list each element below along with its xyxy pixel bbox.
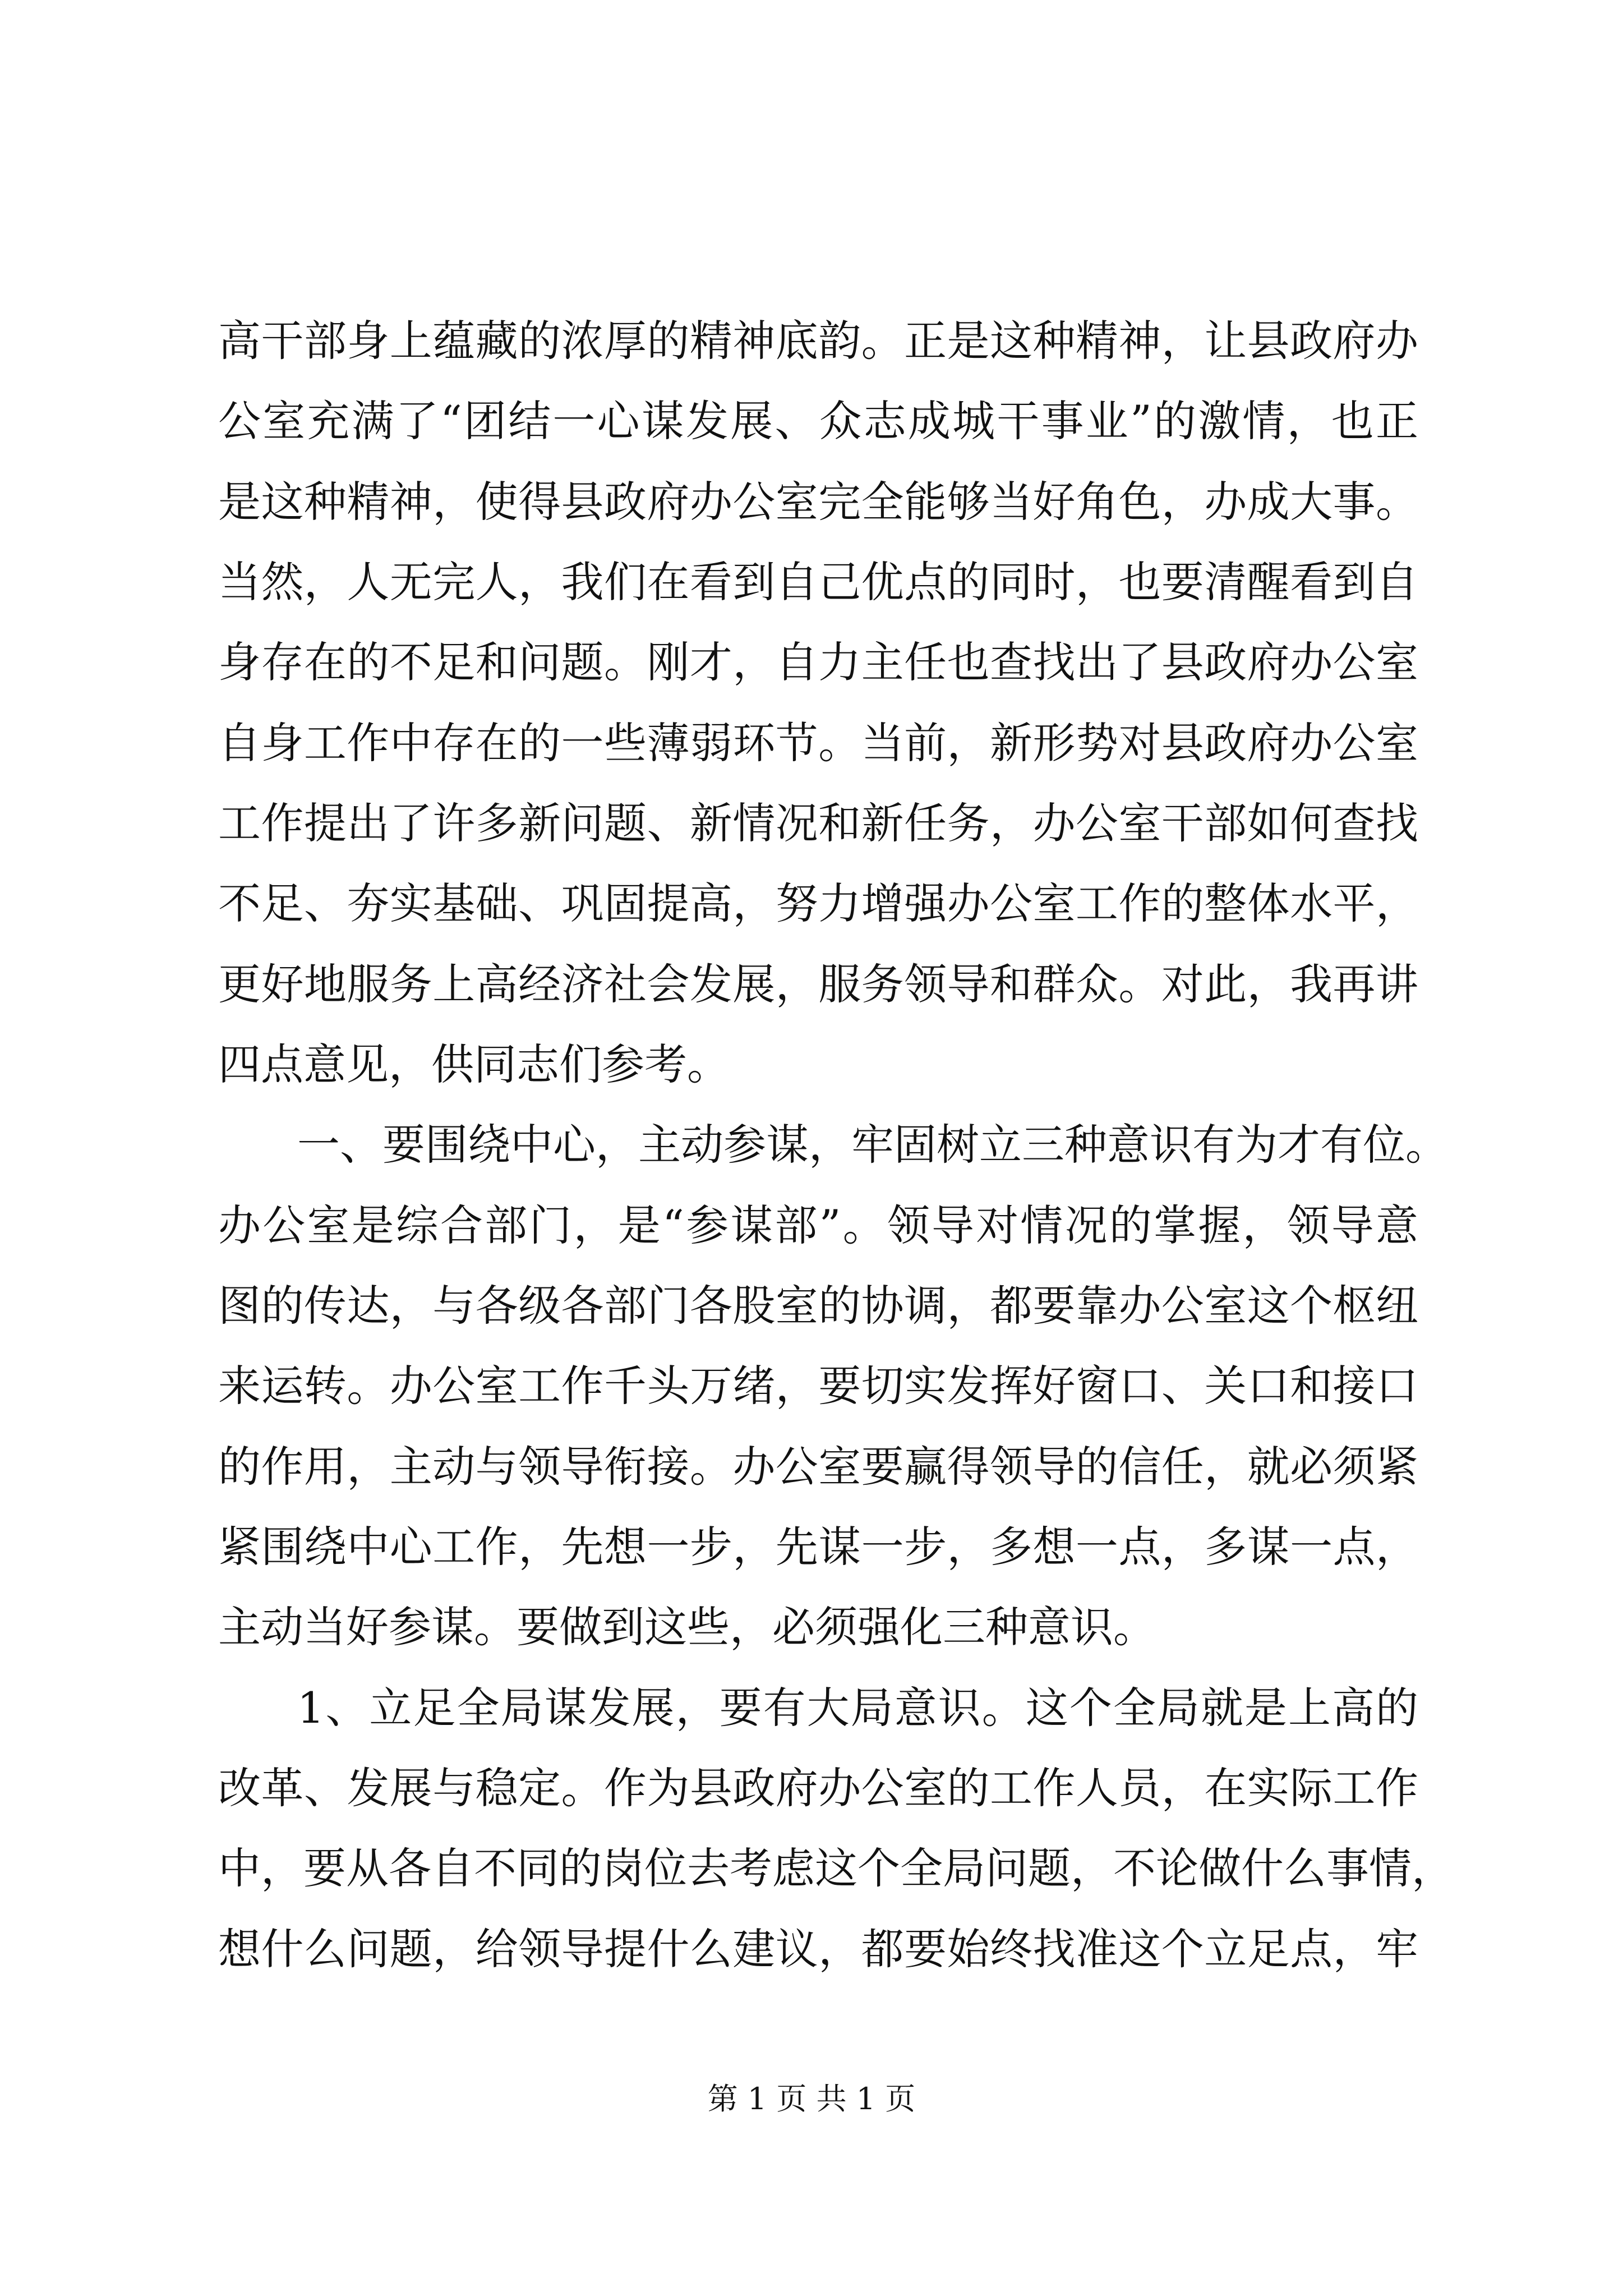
body-line: 不足、夯实基础、巩固提高，努力增强办公室工作的整体水平， — [218, 878, 1418, 928]
body-line: 主动当好参谋。要做到这些，必须强化三种意识。 — [218, 1602, 1156, 1652]
body-line: 更好地服务上高经济社会发展，服务领导和群众。对此，我再讲 — [218, 959, 1418, 1009]
body-line: 的作用，主动与领导衔接。办公室要赢得领导的信任，就必须紧 — [218, 1442, 1418, 1492]
body-line: 自身工作中存在的一些薄弱环节。当前，新形势对县政府办公室 — [218, 718, 1418, 768]
item-heading-line: 1、立足全局谋发展，要有大局意识。这个全局就是上高的 — [297, 1683, 1418, 1733]
body-line: 公室充满了“团结一心谋发展、众志成城干事业”的激情，也正 — [218, 396, 1418, 446]
body-line: 想什么问题，给领导提什么建议，都要始终找准这个立足点，牢 — [218, 1924, 1418, 1974]
body-line: 来运转。办公室工作千头万绪，要切实发挥好窗口、关口和接口 — [218, 1361, 1418, 1411]
page-footer: 第 1 页 共 1 页 — [707, 2081, 916, 2116]
body-line: 高干部身上蕴藏的浓厚的精神底韵。正是这种精神，让县政府办 — [218, 316, 1418, 366]
body-line: 改革、发展与稳定。作为县政府办公室的工作人员，在实际工作 — [218, 1763, 1418, 1813]
body-line: 工作提出了许多新问题、新情况和新任务，办公室干部如何查找 — [218, 798, 1418, 848]
body-line: 图的传达，与各级各部门各股室的协调，都要靠办公室这个枢纽 — [218, 1281, 1418, 1331]
body-line: 紧围绕中心工作，先想一步，先谋一步，多想一点，多谋一点， — [218, 1522, 1418, 1572]
body-line: 四点意见，供同志们参考。 — [218, 1039, 730, 1089]
body-line: 办公室是综合部门，是“参谋部”。领导对情况的掌握，领导意 — [218, 1200, 1418, 1250]
body-line: 是这种精神，使得县政府办公室完全能够当好角色，办成大事。 — [218, 477, 1418, 527]
body-line: 身存在的不足和问题。刚才，自力主任也查找出了县政府办公室 — [218, 637, 1418, 687]
body-line: 当然，人无完人，我们在看到自己优点的同时，也要清醒看到自 — [218, 557, 1418, 607]
section-heading-line: 一、要围绕中心，主动参谋，牢固树立三种意识有为才有位。 — [297, 1120, 1448, 1170]
body-line: 中，要从各自不同的岗位去考虑这个全局问题，不论做什么事情， — [218, 1843, 1454, 1893]
